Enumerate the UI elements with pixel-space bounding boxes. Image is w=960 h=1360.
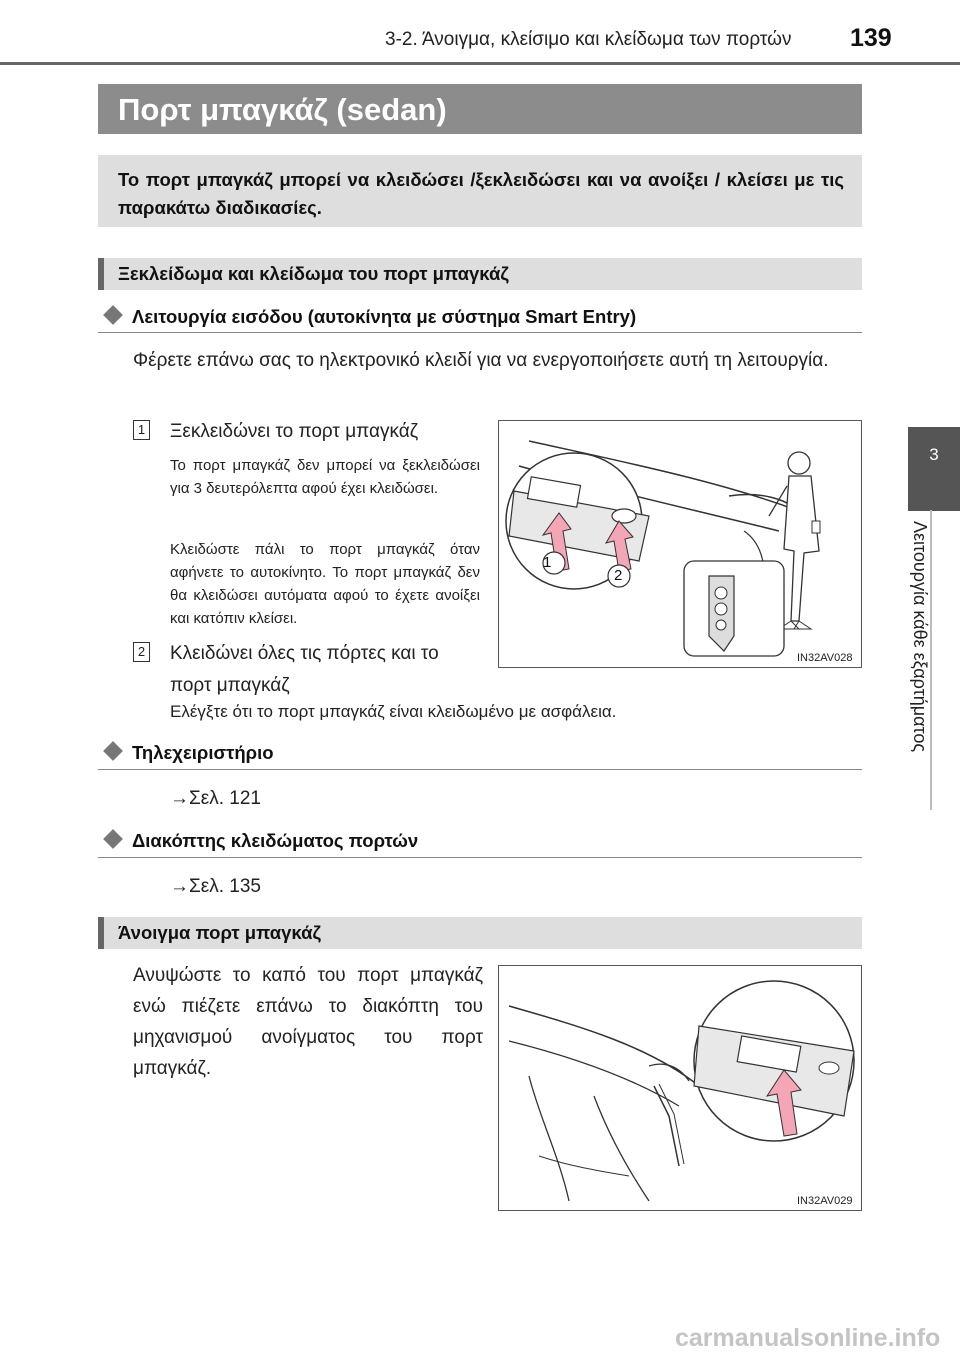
chapter-tab	[908, 427, 960, 511]
item-2-title: Κλειδώνει όλες τις πόρτες και το πορτ μπαγκάζ	[170, 643, 439, 696]
remote-heading-text: Τηλεχειριστήριο	[132, 742, 274, 763]
item-1-number: 1	[133, 420, 150, 440]
entry-function-text: Φέρετε επάνω σας το ηλεκτρονικό κλειδί για να ενεργοποιήσετε αυτή τη λειτουργία.	[133, 350, 829, 371]
diamond-bullet-icon	[103, 741, 123, 761]
remote-rule	[98, 769, 862, 770]
chapter-tab-number: 3	[929, 445, 939, 464]
figure-code-2: IN32AV029	[797, 1195, 853, 1207]
figure-smart-entry	[498, 420, 862, 668]
door-lock-switch-rule	[98, 857, 862, 858]
diamond-bullet-icon	[103, 305, 123, 325]
page-title: Πορτ μπαγκάζ (sedan)	[118, 92, 447, 127]
entry-function-heading-text: Λειτουργία εισόδου (αυτοκίνητα με σύστημα Smart Entry)	[132, 306, 637, 327]
item-1-note-1: Το πορτ μπαγκάζ δεν μπορεί να ξεκλειδώσει για 3 δευτερόλεπτα αφού έχει κλειδώσει.	[170, 457, 480, 497]
open-trunk-text: Ανυψώστε το καπό του πορτ μπαγκάζ ενώ πιέζετε επάνω το διακόπτη του μηχανισμού ανοίγματος του πορτ μπαγκάζ.	[133, 965, 483, 1079]
section-open-trunk-heading: Άνοιγμα πορτ μπαγκάζ	[118, 922, 322, 943]
diamond-bullet-icon	[103, 829, 123, 849]
figure-callout-2: 2	[614, 567, 623, 584]
running-head: 3-2. Άνοιγμα, κλείσιμο και κλείδωμα των πορτών	[385, 29, 792, 50]
entry-function-heading	[102, 306, 636, 328]
door-lock-switch-page-ref: →Σελ. 135	[170, 876, 261, 897]
page-number: 139	[850, 24, 892, 52]
figure-trunk-opener	[498, 965, 862, 1211]
item-2-note: Ελέγξτε ότι το πορτ μπαγκάζ είναι κλειδωμένο με ασφάλεια.	[170, 702, 617, 721]
remote-page-ref: →Σελ. 121	[170, 788, 261, 809]
figure-trunk-opener-illustration	[499, 966, 860, 1209]
chapter-side-label: Λειτουργία κάθε εξαρτήματος	[910, 521, 930, 753]
item-2-number: 2	[133, 642, 150, 662]
item-1-note-2: Κλειδώστε πάλι το πορτ μπαγκάζ όταν αφήνετε το αυτοκίνητο. Το πορτ μπαγκάζ δεν θα κλειδώσει αυτόματα αφού το έχετε ανοίξει και κατόπιν κλείσει.	[170, 541, 480, 627]
section-unlock-lock-heading: Ξεκλείδωμα και κλείδωμα του πορτ μπαγκάζ	[118, 263, 509, 284]
intro-text: Το πορτ μπαγκάζ μπορεί να κλειδώσει /ξεκλειδώσει και να ανοίξει / κλείσει με τις παρακάτω διαδικασίες.	[118, 169, 844, 218]
figure-code-1: IN32AV028	[797, 652, 853, 664]
chapter-side-rule	[930, 510, 932, 810]
entry-function-rule	[98, 332, 862, 333]
door-lock-switch-heading-text: Διακόπτης κλειδώματος πορτών	[132, 830, 419, 851]
figure-callout-1: 1	[543, 554, 552, 571]
watermark: carmanualsonline.info	[675, 1324, 941, 1352]
remote-heading	[102, 742, 274, 764]
figure-smart-entry-illustration	[499, 421, 860, 666]
header-rule	[0, 62, 960, 65]
item-1-title: Ξεκλειδώνει το πορτ μπαγκάζ	[170, 421, 419, 442]
door-lock-switch-heading	[102, 830, 418, 852]
